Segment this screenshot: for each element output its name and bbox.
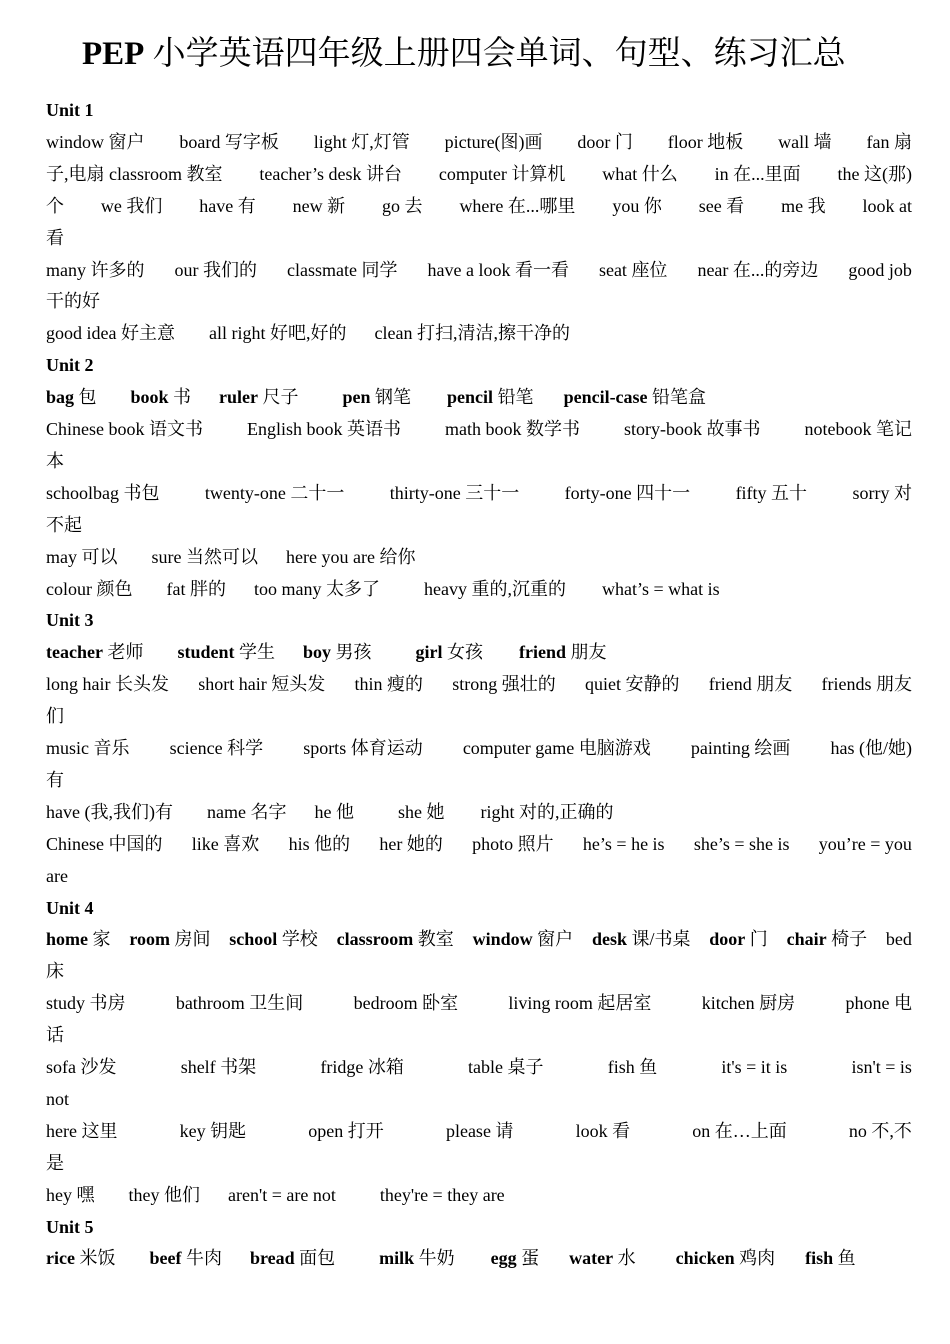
- vocab-entry: near 在...的旁边: [697, 259, 819, 280]
- vocab-line: [46, 955, 912, 987]
- vocab-entry: water 水: [569, 1248, 636, 1269]
- unit-heading: Unit 4: [46, 897, 94, 918]
- vocab-entry: teacher 老师: [46, 642, 144, 663]
- vocab-entry: look at: [862, 195, 912, 216]
- vocab-entry: 有: [46, 769, 64, 790]
- vocab-entry: ruler 尺子: [219, 387, 299, 408]
- unit-heading: Unit 3: [46, 610, 94, 631]
- vocab-entry: door 门: [709, 929, 768, 950]
- vocab-entry: 话: [46, 1025, 64, 1046]
- vocab-entry: 个: [46, 195, 64, 216]
- vocab-entry: kitchen 厨房: [701, 993, 796, 1014]
- vocab-entry: short hair 短头发: [198, 674, 326, 695]
- vocab-line: [46, 254, 912, 286]
- vocab-line: [46, 1179, 912, 1211]
- vocab-entry: friend 朋友: [519, 642, 607, 663]
- vocab-entry: 是: [46, 1152, 64, 1173]
- vocab-line: [46, 190, 912, 222]
- vocab-entry: egg 蛋: [490, 1248, 540, 1269]
- vocab-entry: isn't = is: [851, 1057, 912, 1077]
- vocab-entry: living room 起居室: [508, 993, 652, 1014]
- vocab-entry: look 看: [575, 1120, 631, 1141]
- vocab-entry: window 窗户: [46, 131, 145, 152]
- vocab-entry: fridge 冰箱: [320, 1057, 404, 1077]
- vocab-entry: computer 计算机: [438, 163, 566, 184]
- vocab-line: [46, 541, 912, 573]
- vocab-entry: sports 体育运动: [303, 738, 423, 758]
- vocab-entry: bread 面包: [249, 1248, 336, 1269]
- vocab-entry: sorry 对: [852, 482, 912, 503]
- title-prefix: PEP: [82, 36, 145, 72]
- vocab-line: [46, 445, 912, 477]
- vocab-entry: he 他: [314, 801, 354, 822]
- vocab-entry: where 在...哪里: [459, 195, 576, 216]
- title-rest: 小学英语四年级上册四会单词、句型、练习汇总: [144, 36, 846, 72]
- unit-heading: Unit 2: [46, 355, 94, 376]
- vocab-entry: it's = it is: [721, 1057, 788, 1077]
- vocab-line: [46, 509, 912, 541]
- vocab-entry: bathroom 卫生间: [175, 993, 304, 1014]
- vocab-entry: me 我: [781, 195, 826, 216]
- vocab-entry: fish 鱼: [805, 1248, 856, 1269]
- vocab-entry: right 对的,正确的: [480, 801, 614, 822]
- vocab-entry: in 在...里面: [714, 163, 801, 184]
- vocab-entry: are: [46, 865, 68, 886]
- vocab-entry: friends 朋友: [821, 674, 912, 695]
- vocab-entry: have 有: [199, 195, 256, 216]
- vocab-line: [46, 413, 912, 445]
- vocab-entry: painting 绘画: [690, 738, 791, 758]
- vocab-entry: book 书: [130, 387, 192, 408]
- vocab-entry: not: [46, 1088, 70, 1109]
- vocab-entry: computer game 电脑游戏: [462, 738, 651, 758]
- vocab-line: [46, 1019, 912, 1051]
- vocab-line: [46, 668, 912, 700]
- vocab-entry: door 门: [577, 131, 633, 152]
- vocab-entry: name 名字: [206, 801, 287, 822]
- vocab-line: [46, 1083, 912, 1115]
- vocab-entry: colour 颜色: [46, 578, 133, 599]
- vocab-entry: good job: [848, 259, 912, 280]
- vocab-entry: 床: [46, 961, 64, 982]
- vocab-line: [46, 381, 912, 413]
- vocab-entry: on 在…上面: [692, 1120, 787, 1141]
- vocab-entry: key 钥匙: [179, 1120, 247, 1141]
- vocab-entry: window 窗户: [472, 929, 574, 950]
- vocab-entry: please 请: [445, 1120, 514, 1141]
- vocab-line: [46, 1147, 912, 1179]
- vocab-entry: like 喜欢: [191, 833, 260, 854]
- vocab-entry: bag 包: [46, 387, 97, 408]
- vocab-entry: classroom 教室: [336, 929, 454, 950]
- vocab-entry: he’s = he is: [582, 833, 665, 854]
- vocab-entry: quiet 安静的: [585, 674, 680, 695]
- vocab-entry: room 房间: [129, 929, 211, 950]
- vocab-entry: study 书房: [46, 993, 126, 1014]
- vocab-line: [46, 828, 912, 860]
- vocab-entry: shelf 书架: [180, 1057, 257, 1077]
- vocab-entry: go 去: [382, 195, 423, 216]
- vocab-line: [46, 285, 912, 317]
- vocab-entry: 本: [46, 450, 64, 471]
- vocab-entry: good idea 好主意: [46, 323, 175, 344]
- vocab-entry: home 家: [46, 929, 111, 950]
- vocab-line: [46, 1115, 912, 1147]
- page-title: [82, 32, 912, 76]
- vocab-entry: here you are 给你: [286, 546, 416, 567]
- vocab-line: [46, 860, 912, 892]
- vocab-entry: milk 牛奶: [379, 1248, 455, 1269]
- vocab-entry: 干的好: [46, 291, 100, 312]
- vocab-entry: 不起: [46, 514, 82, 535]
- vocab-entry: math book 数学书: [444, 419, 580, 439]
- vocab-entry: twenty-one 二十一: [204, 482, 345, 503]
- vocab-entry: sofa 沙发: [46, 1057, 117, 1077]
- vocab-entry: chicken 鸡肉: [675, 1248, 776, 1269]
- vocab-entry: you 你: [612, 195, 662, 216]
- vocab-entry: music 音乐: [46, 738, 130, 758]
- vocab-entry: bedroom 卧室: [353, 993, 459, 1014]
- vocab-entry: schoolbag 书包: [46, 482, 160, 503]
- vocab-entry: here 这里: [46, 1120, 118, 1141]
- vocab-line: [46, 764, 912, 796]
- vocab-entry: student 学生: [177, 642, 275, 663]
- vocab-entry: fat 胖的: [166, 578, 226, 599]
- vocab-entry: fifty 五十: [735, 482, 808, 503]
- vocab-entry: pencil 铅笔: [447, 387, 534, 408]
- vocab-entry: notebook 笔记: [804, 419, 912, 439]
- vocab-entry: seat 座位: [598, 259, 668, 280]
- vocab-entry: heavy 重的,沉重的: [423, 578, 566, 599]
- vocab-entry: hey 嘿: [46, 1184, 95, 1205]
- vocab-entry: school 学校: [229, 929, 318, 950]
- vocab-entry: they're = they are: [379, 1184, 505, 1205]
- vocab-entry: long hair 长头发: [46, 674, 169, 695]
- vocab-entry: we 我们: [100, 195, 163, 216]
- vocab-entry: science 科学: [169, 738, 264, 758]
- vocab-entry: aren't = are not: [228, 1184, 336, 1205]
- vocab-line: [46, 317, 912, 349]
- vocab-entry: forty-one 四十一: [564, 482, 691, 503]
- vocab-entry: her 她的: [379, 833, 443, 854]
- vocab-entry: friend 朋友: [708, 674, 793, 695]
- vocab-line: [46, 987, 912, 1019]
- vocab-entry: fish 鱼: [607, 1057, 658, 1077]
- vocab-entry: clean 打扫,清洁,擦干净的: [374, 323, 570, 344]
- vocab-entry: they 他们: [128, 1184, 200, 1205]
- vocab-entry: 看: [46, 227, 64, 248]
- vocab-entry: pencil-case 铅笔盒: [563, 387, 707, 408]
- vocab-entry: no 不,不: [848, 1120, 912, 1141]
- vocab-line: [46, 1051, 912, 1083]
- vocab-entry: desk 课/书桌: [591, 929, 691, 950]
- vocab-entry: Chinese 中国的: [46, 833, 163, 854]
- vocab-entry: picture(图)画: [444, 131, 543, 152]
- vocab-entry: bed: [885, 929, 912, 950]
- vocab-entry: has (他/她): [830, 738, 912, 758]
- vocab-entry: what’s = what is: [601, 578, 720, 599]
- vocab-entry: thirty-one 三十一: [389, 482, 520, 503]
- unit-heading: Unit 1: [46, 100, 94, 120]
- vocab-line: [46, 1242, 912, 1274]
- unit-heading: Unit 5: [46, 1216, 94, 1237]
- vocab-entry: fan 扇: [866, 131, 912, 152]
- vocab-entry: 们: [46, 706, 64, 727]
- vocab-entry: see 看: [698, 195, 745, 216]
- vocab-line: [46, 700, 912, 732]
- vocab-entry: rice 米饭: [46, 1248, 116, 1269]
- vocab-entry: may 可以: [46, 546, 118, 567]
- vocab-entry: floor 地板: [667, 131, 744, 152]
- vocab-entry: his 他的: [288, 833, 351, 854]
- vocab-line: [46, 477, 912, 509]
- vocab-entry: pen 钢笔: [342, 387, 412, 408]
- vocab-entry: new 新: [292, 195, 346, 216]
- vocab-line: [46, 732, 912, 764]
- vocab-entry: have (我,我们)有: [46, 801, 173, 822]
- vocab-entry: beef 牛肉: [149, 1248, 222, 1269]
- vocab-entry: all right 好吧,好的: [208, 323, 347, 344]
- vocab-entry: Chinese book 语文书: [46, 419, 203, 439]
- vocab-entry: wall 墙: [778, 131, 832, 152]
- vocab-entry: chair 椅子: [786, 929, 868, 950]
- vocab-entry: English book 英语书: [246, 419, 401, 439]
- vocab-line: [46, 573, 912, 605]
- vocab-entry: classmate 同学: [287, 259, 398, 280]
- vocab-entry: light 灯,灯管: [313, 131, 410, 152]
- vocab-line: [46, 126, 912, 158]
- vocab-entry: she 她: [397, 801, 445, 822]
- vocab-entry: boy 男孩: [302, 642, 372, 663]
- vocab-entry: have a look 看一看: [427, 259, 569, 280]
- vocab-entry: the 这(那): [837, 163, 912, 184]
- vocab-entry: phone 电: [845, 993, 912, 1014]
- vocab-entry: strong 强壮的: [452, 674, 556, 695]
- vocab-entry: our 我们的: [174, 259, 257, 280]
- vocab-entry: what 什么: [602, 163, 678, 184]
- vocab-line: [46, 923, 912, 955]
- vocab-entry: photo 照片: [472, 833, 554, 854]
- vocab-line: [46, 222, 912, 254]
- vocab-line: [46, 796, 912, 828]
- vocab-entry: too many 太多了: [253, 578, 380, 599]
- vocab-line: [46, 636, 912, 668]
- vocab-entry: open 打开: [308, 1120, 384, 1141]
- vocab-entry: 子,电扇 classroom 教室: [46, 163, 223, 184]
- vocab-entry: sure 当然可以: [151, 546, 258, 567]
- vocab-entry: thin 瘦的: [354, 674, 423, 695]
- vocab-entry: she’s = she is: [693, 833, 790, 854]
- vocab-entry: girl 女孩: [415, 642, 483, 663]
- vocab-line: [46, 158, 912, 190]
- vocab-entry: many 许多的: [46, 259, 145, 280]
- vocab-entry: teacher’s desk 讲台: [259, 163, 402, 184]
- vocab-entry: story-book 故事书: [623, 419, 761, 439]
- vocab-entry: table 桌子: [468, 1057, 544, 1077]
- vocab-entry: board 写字板: [179, 131, 279, 152]
- vocab-entry: you’re = you: [818, 833, 912, 854]
